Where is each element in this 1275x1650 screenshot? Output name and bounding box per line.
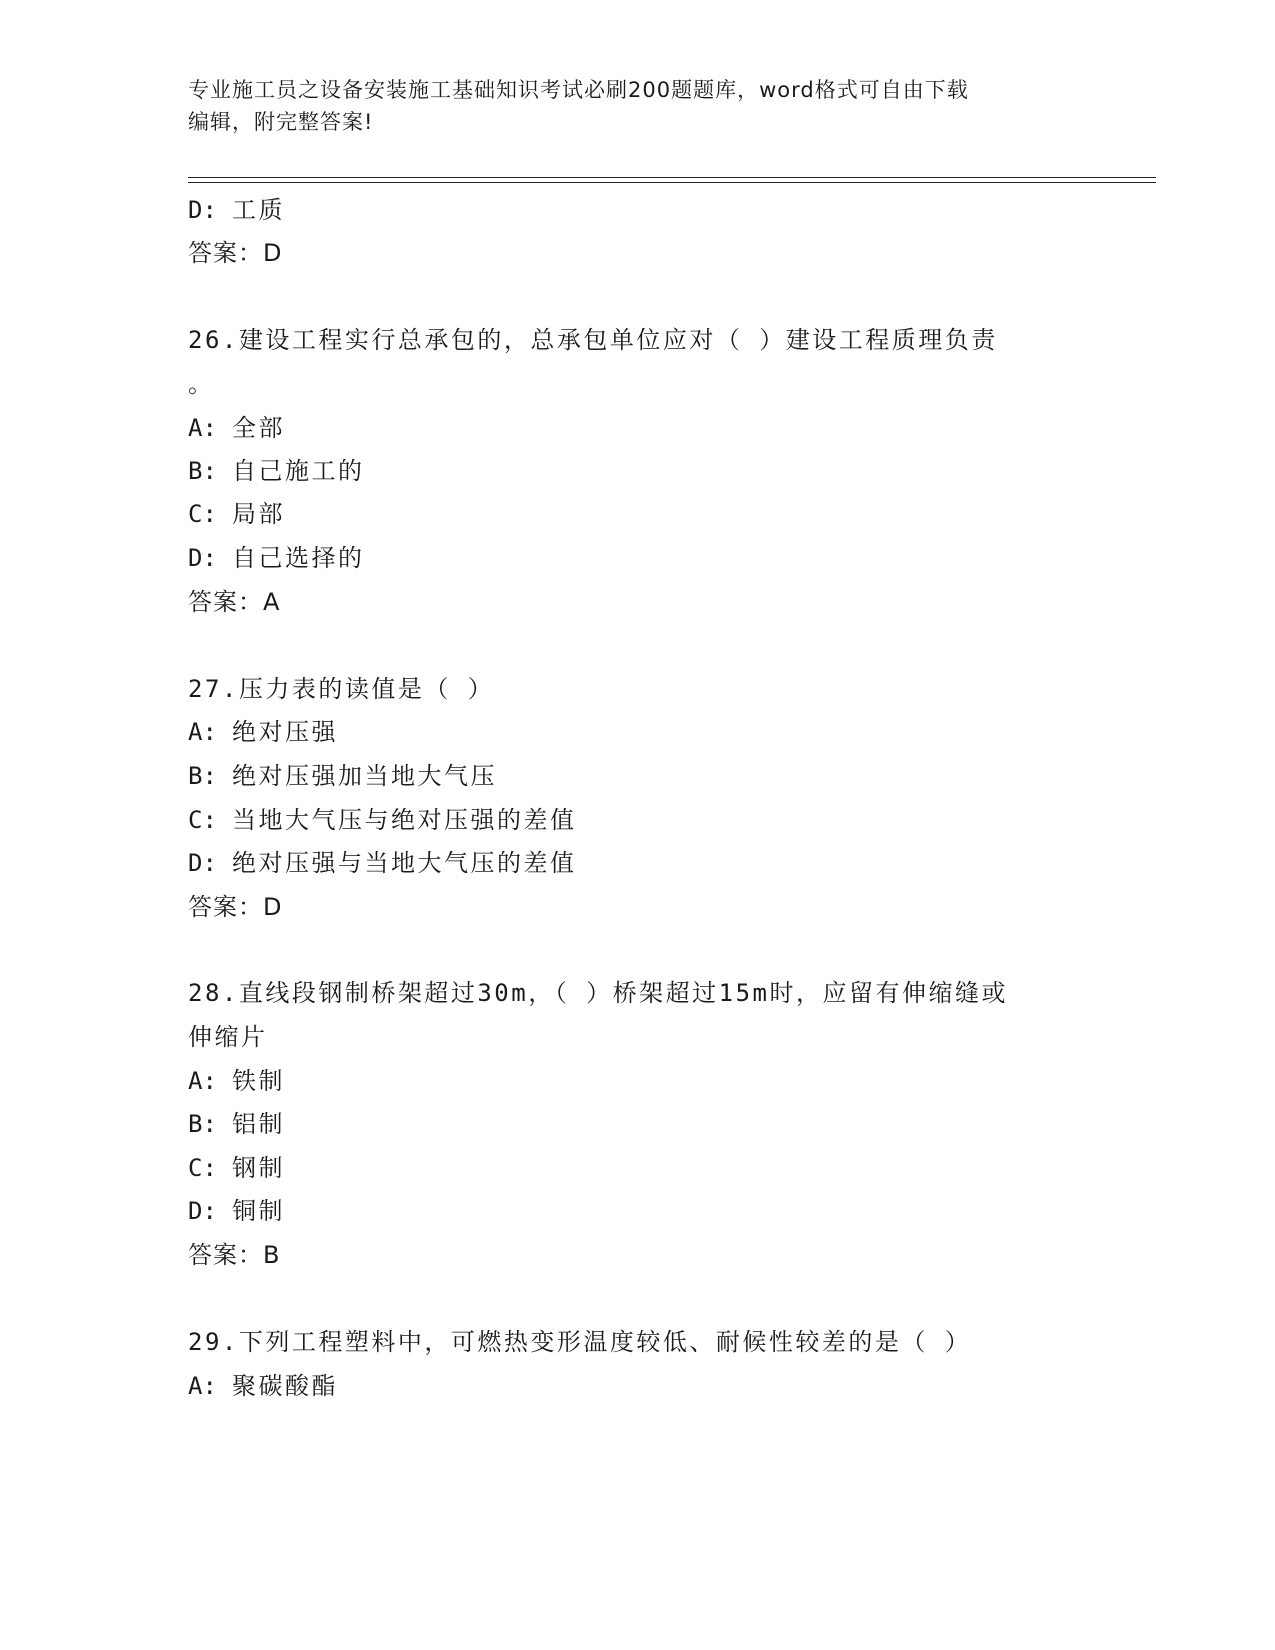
option-key: C: xyxy=(188,806,217,834)
question-29-option-a xyxy=(188,1366,338,1401)
option-key: A: xyxy=(188,414,217,442)
question-27-option-b xyxy=(188,756,497,791)
question-28-option-b xyxy=(188,1104,285,1139)
question-28-option-d xyxy=(188,1191,285,1226)
option-d xyxy=(188,190,285,225)
option-key: B: xyxy=(188,457,217,485)
question-26-stem: 26.建设工程实行总承包的，总承包单位应对（ ）建设工程质理负责 xyxy=(188,326,998,354)
option-key: B: xyxy=(188,1110,217,1138)
answer: 答案：D xyxy=(188,239,283,267)
question-26-option-d xyxy=(188,538,365,573)
document-header xyxy=(188,74,1088,138)
header-divider-top xyxy=(188,177,1156,178)
option-text: 铜制 xyxy=(232,1197,285,1225)
option-text: 绝对压强加当地大气压 xyxy=(232,762,497,790)
question-27-option-c xyxy=(188,800,577,835)
option-text: 绝对压强 xyxy=(232,718,338,746)
option-text: 聚碳酸酯 xyxy=(232,1372,338,1400)
question-28-stem-cont: 伸缩片 xyxy=(188,1023,268,1051)
question-28-option-c xyxy=(188,1148,285,1183)
option-text: 铝制 xyxy=(232,1110,285,1138)
question-26-option-c xyxy=(188,494,285,529)
question-27-option-d xyxy=(188,843,577,878)
option-text: 绝对压强与当地大气压的差值 xyxy=(232,849,577,877)
question-29-stem: 29.下列工程塑料中，可燃热变形温度较低、耐候性较差的是（ ） xyxy=(188,1328,972,1356)
header-divider-bottom xyxy=(188,182,1156,183)
header-line-1: 专业施工员之设备安装施工基础知识考试必刷200题题库，word格式可自由下载 xyxy=(188,78,969,102)
option-text: 自己选择的 xyxy=(232,544,365,572)
option-text: 全部 xyxy=(232,414,285,442)
option-text: 自己施工的 xyxy=(232,457,365,485)
question-27-option-a xyxy=(188,712,338,747)
question-26-answer: 答案：A xyxy=(188,588,281,616)
option-key: A: xyxy=(188,718,217,746)
header-line-2: 编辑，附完整答案! xyxy=(188,110,374,134)
option-key: C: xyxy=(188,500,217,528)
question-28-answer: 答案：B xyxy=(188,1241,281,1269)
question-28-option-a xyxy=(188,1061,285,1096)
option-key: D: xyxy=(188,1197,217,1225)
question-27-answer: 答案：D xyxy=(188,893,283,921)
option-text: 工质 xyxy=(232,196,285,224)
option-text: 钢制 xyxy=(232,1154,285,1182)
option-key: D: xyxy=(188,544,217,572)
option-text: 局部 xyxy=(232,500,285,528)
question-26-option-a xyxy=(188,408,285,443)
option-key: A: xyxy=(188,1372,217,1400)
option-key: C: xyxy=(188,1154,217,1182)
question-28-stem: 28.直线段钢制桥架超过30m，（ ）桥架超过15m时，应留有伸缩缝或 xyxy=(188,979,1008,1007)
option-text: 当地大气压与绝对压强的差值 xyxy=(232,806,577,834)
option-key: D: xyxy=(188,196,217,224)
question-26-option-b xyxy=(188,451,365,486)
option-text: 铁制 xyxy=(232,1067,285,1095)
option-key: D: xyxy=(188,849,217,877)
question-26-stem-cont: 。 xyxy=(188,370,215,398)
option-key: A: xyxy=(188,1067,217,1095)
question-27-stem: 27.压力表的读值是（ ） xyxy=(188,675,495,703)
option-key: B: xyxy=(188,762,217,790)
